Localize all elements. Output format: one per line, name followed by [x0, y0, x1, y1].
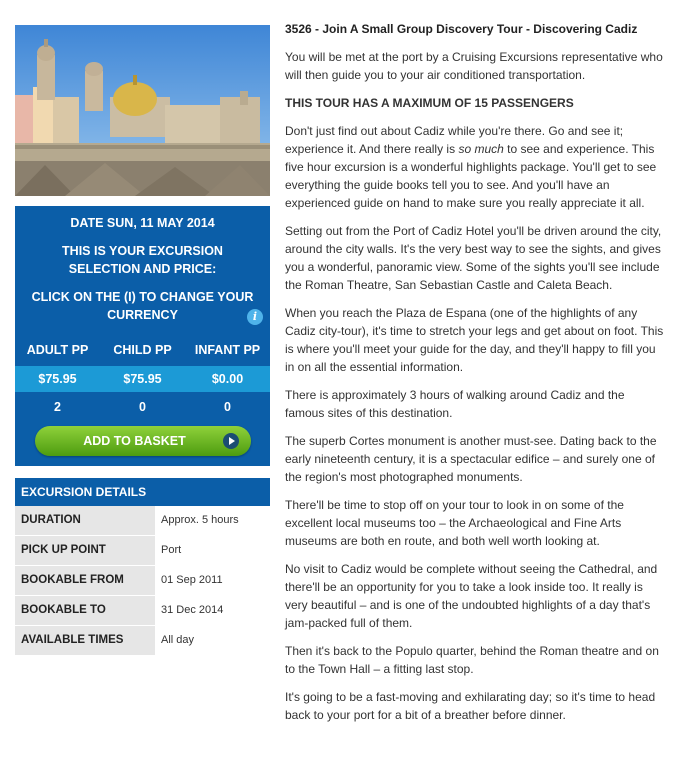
adult-price: $75.95: [38, 372, 77, 386]
detail-label: PICK UP POINT: [15, 536, 155, 565]
child-price: $75.95: [123, 372, 162, 386]
detail-value: All day: [161, 634, 195, 646]
paragraph-8: Then it's back to the Populo quarter, behind the Roman theatre and on to the Town Hall – a fitting last stop.: [285, 644, 659, 676]
paragraph-2: Setting out from the Port of Cadiz Hotel you'll be driven around the city, around the city walls. It's the very best way to see the sights, and gives you a wonderful, panoramic view. Some of the sights you'll see include the Roman Theatre, San Sebastian Castle and Caleta Beach.: [285, 224, 662, 292]
paragraph-9: It's going to be a fast-moving and exhilarating day; so it's time to head back to your port for a bit of a breather before dinner.: [285, 690, 656, 722]
detail-row-duration: [15, 506, 270, 536]
tour-title: 3526 - Join A Small Group Discovery Tour - Discovering Cadiz: [285, 22, 638, 36]
detail-label: BOOKABLE TO: [15, 596, 155, 625]
detail-row-available-times: [15, 626, 270, 656]
price-row: [15, 366, 270, 392]
price-panel: [15, 206, 270, 466]
paragraph-7: No visit to Cadiz would be complete without seeing the Cathedral, and there'll be an opportunity for you to take a look inside too. It really is very beautiful – and is one of the undoubted highlights of a day that's jam-packed full of them.: [285, 562, 658, 630]
max-passengers-notice: THIS TOUR HAS A MAXIMUM OF 15 PASSENGERS: [285, 96, 574, 110]
detail-value: Approx. 5 hours: [161, 514, 239, 526]
paragraph-1-end: to see and experience. This five hour excursion is a wonderful highlights package. You'll get to see everything the guide books tell you to see. And you'll have an experienced guide on hand to make sure you really appreciate it all.: [285, 142, 657, 210]
detail-row-bookable-from: [15, 566, 270, 596]
intro-paragraph: You will be met at the port by a Cruising Excursions representative who will then guide you to your air conditioned transportation.: [285, 50, 663, 82]
detail-label: AVAILABLE TIMES: [15, 626, 155, 655]
cadiz-cathedral-photo: [15, 25, 270, 196]
tour-description: [285, 20, 665, 734]
excursion-details: [15, 478, 270, 656]
currency-note: [15, 288, 270, 324]
detail-row-bookable-to: [15, 596, 270, 626]
detail-value: 01 Sep 2011: [161, 574, 223, 586]
detail-value: Port: [161, 544, 182, 556]
passenger-counts: [15, 394, 270, 420]
infant-header: INFANT PP: [194, 343, 261, 357]
detail-label: DURATION: [15, 506, 155, 535]
currency-note-text: CLICK ON THE (I) TO CHANGE YOUR CURRENCY: [31, 290, 254, 322]
paragraph-3: When you reach the Plaza de Espana (one of the highlights of any Cadiz city-tour), it's time to stretch your legs and get about on foot. This is where you'll meet your guide for the day, and they'll happy to fill you in on all the essential information.: [285, 306, 664, 374]
add-to-basket-label: ADD TO BASKET: [83, 434, 186, 448]
adult-header: ADULT PP: [26, 343, 89, 357]
selection-heading: THIS IS YOUR EXCURSION SELECTION AND PRICE:: [62, 244, 223, 276]
add-to-basket-button[interactable]: [35, 426, 251, 456]
paragraph-1-emphasis: so much: [458, 142, 504, 156]
info-icon[interactable]: i: [247, 309, 263, 325]
arrow-right-icon: [223, 433, 239, 449]
infant-count: 0: [224, 400, 231, 414]
paragraph-4: There is approximately 3 hours of walking around Cadiz and the famous sites of this destination.: [285, 388, 625, 420]
excursion-date: DATE SUN, 11 MAY 2014: [70, 216, 215, 230]
child-count: 0: [139, 400, 146, 414]
paragraph-1-start: Don't just find out about Cadiz while you're there. Go and see it; experience it. And there really is: [285, 124, 624, 156]
paragraph-6: There'll be time to stop off on your tour to look in on some of the excellent local museums too – the Archaeological and Fine Arts museums are both en route, and both well worth looking at.: [285, 498, 624, 548]
detail-label: BOOKABLE FROM: [15, 566, 155, 595]
detail-value: 31 Dec 2014: [161, 604, 224, 616]
details-heading: EXCURSION DETAILS: [15, 478, 270, 506]
sidebar: [15, 25, 270, 656]
price-headers: [15, 338, 270, 362]
child-header: CHILD PP: [113, 343, 172, 357]
adult-count: 2: [54, 400, 61, 414]
infant-price: $0.00: [211, 372, 244, 386]
paragraph-1: [285, 122, 665, 212]
paragraph-5: The superb Cortes monument is another must-see. Dating back to the early nineteenth century, it is a spectacular edifice – and surely one of the region's most photographed monuments.: [285, 434, 657, 484]
detail-row-pickup: [15, 536, 270, 566]
